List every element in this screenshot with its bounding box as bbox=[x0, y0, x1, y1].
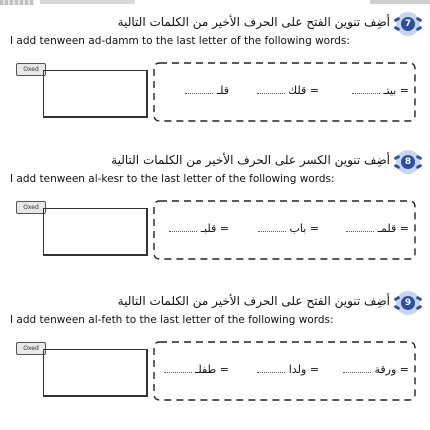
answer-box[interactable] bbox=[43, 349, 148, 397]
answer-box[interactable] bbox=[43, 208, 148, 256]
word-frame bbox=[152, 61, 417, 123]
answer-box[interactable] bbox=[43, 70, 148, 118]
exercise-header bbox=[10, 12, 422, 34]
header-decoration-right bbox=[370, 0, 430, 4]
exercise-number: 8 bbox=[401, 155, 415, 169]
exercise-9 bbox=[10, 291, 422, 417]
page-top-strip bbox=[0, 0, 430, 6]
word-item[interactable]: = قلمـ bbox=[346, 222, 409, 235]
oxed-label: Oxed bbox=[16, 63, 46, 76]
english-instruction: I add tenween al-kesr to the last letter of the following words: bbox=[10, 173, 335, 185]
word-item[interactable]: = ورقة bbox=[343, 363, 409, 376]
header-decoration-left bbox=[0, 0, 34, 5]
word-item[interactable]: = ولدا bbox=[257, 363, 319, 376]
answer-area bbox=[10, 58, 422, 138]
word-frame bbox=[152, 199, 417, 261]
oxed-label: Oxed bbox=[16, 342, 46, 355]
arabic-instruction: أضِف تنوين الكسر على الحرف الأخير من الكلمات التالية bbox=[111, 153, 390, 167]
word-item[interactable]: قلـ bbox=[185, 84, 229, 97]
exercise-number-badge bbox=[396, 150, 420, 174]
oxed-label: Oxed bbox=[16, 201, 46, 214]
word-item[interactable]: = قلك bbox=[257, 84, 319, 97]
exercise-header bbox=[10, 291, 422, 313]
exercise-number: 7 bbox=[401, 17, 415, 31]
english-instruction: I add tenween ad-damm to the last letter of the following words: bbox=[10, 35, 350, 47]
arabic-instruction: أضِف تنوين الفتح على الحرف الأخير من الكلمات التالية bbox=[117, 15, 390, 29]
word-item[interactable]: = باب bbox=[258, 222, 319, 235]
answer-area bbox=[10, 196, 422, 276]
answer-area bbox=[10, 337, 422, 417]
exercise-number-badge bbox=[396, 291, 420, 315]
word-frame bbox=[152, 340, 417, 402]
word-item[interactable]: = طفلـ bbox=[164, 363, 229, 376]
exercise-7 bbox=[10, 12, 422, 138]
word-item[interactable]: = قلبـ bbox=[169, 222, 229, 235]
exercise-header bbox=[10, 150, 422, 172]
arabic-instruction: أضِف تنوين الفتح على الحرف الأخير من الكلمات التالية bbox=[117, 294, 390, 308]
exercise-number-badge bbox=[396, 12, 420, 36]
header-decoration-middle bbox=[40, 0, 135, 4]
word-item[interactable]: = بيتـ bbox=[352, 84, 409, 97]
english-instruction: I add tenween al-feth to the last letter of the following words: bbox=[10, 314, 334, 326]
exercise-number: 9 bbox=[401, 296, 415, 310]
exercise-8 bbox=[10, 150, 422, 276]
